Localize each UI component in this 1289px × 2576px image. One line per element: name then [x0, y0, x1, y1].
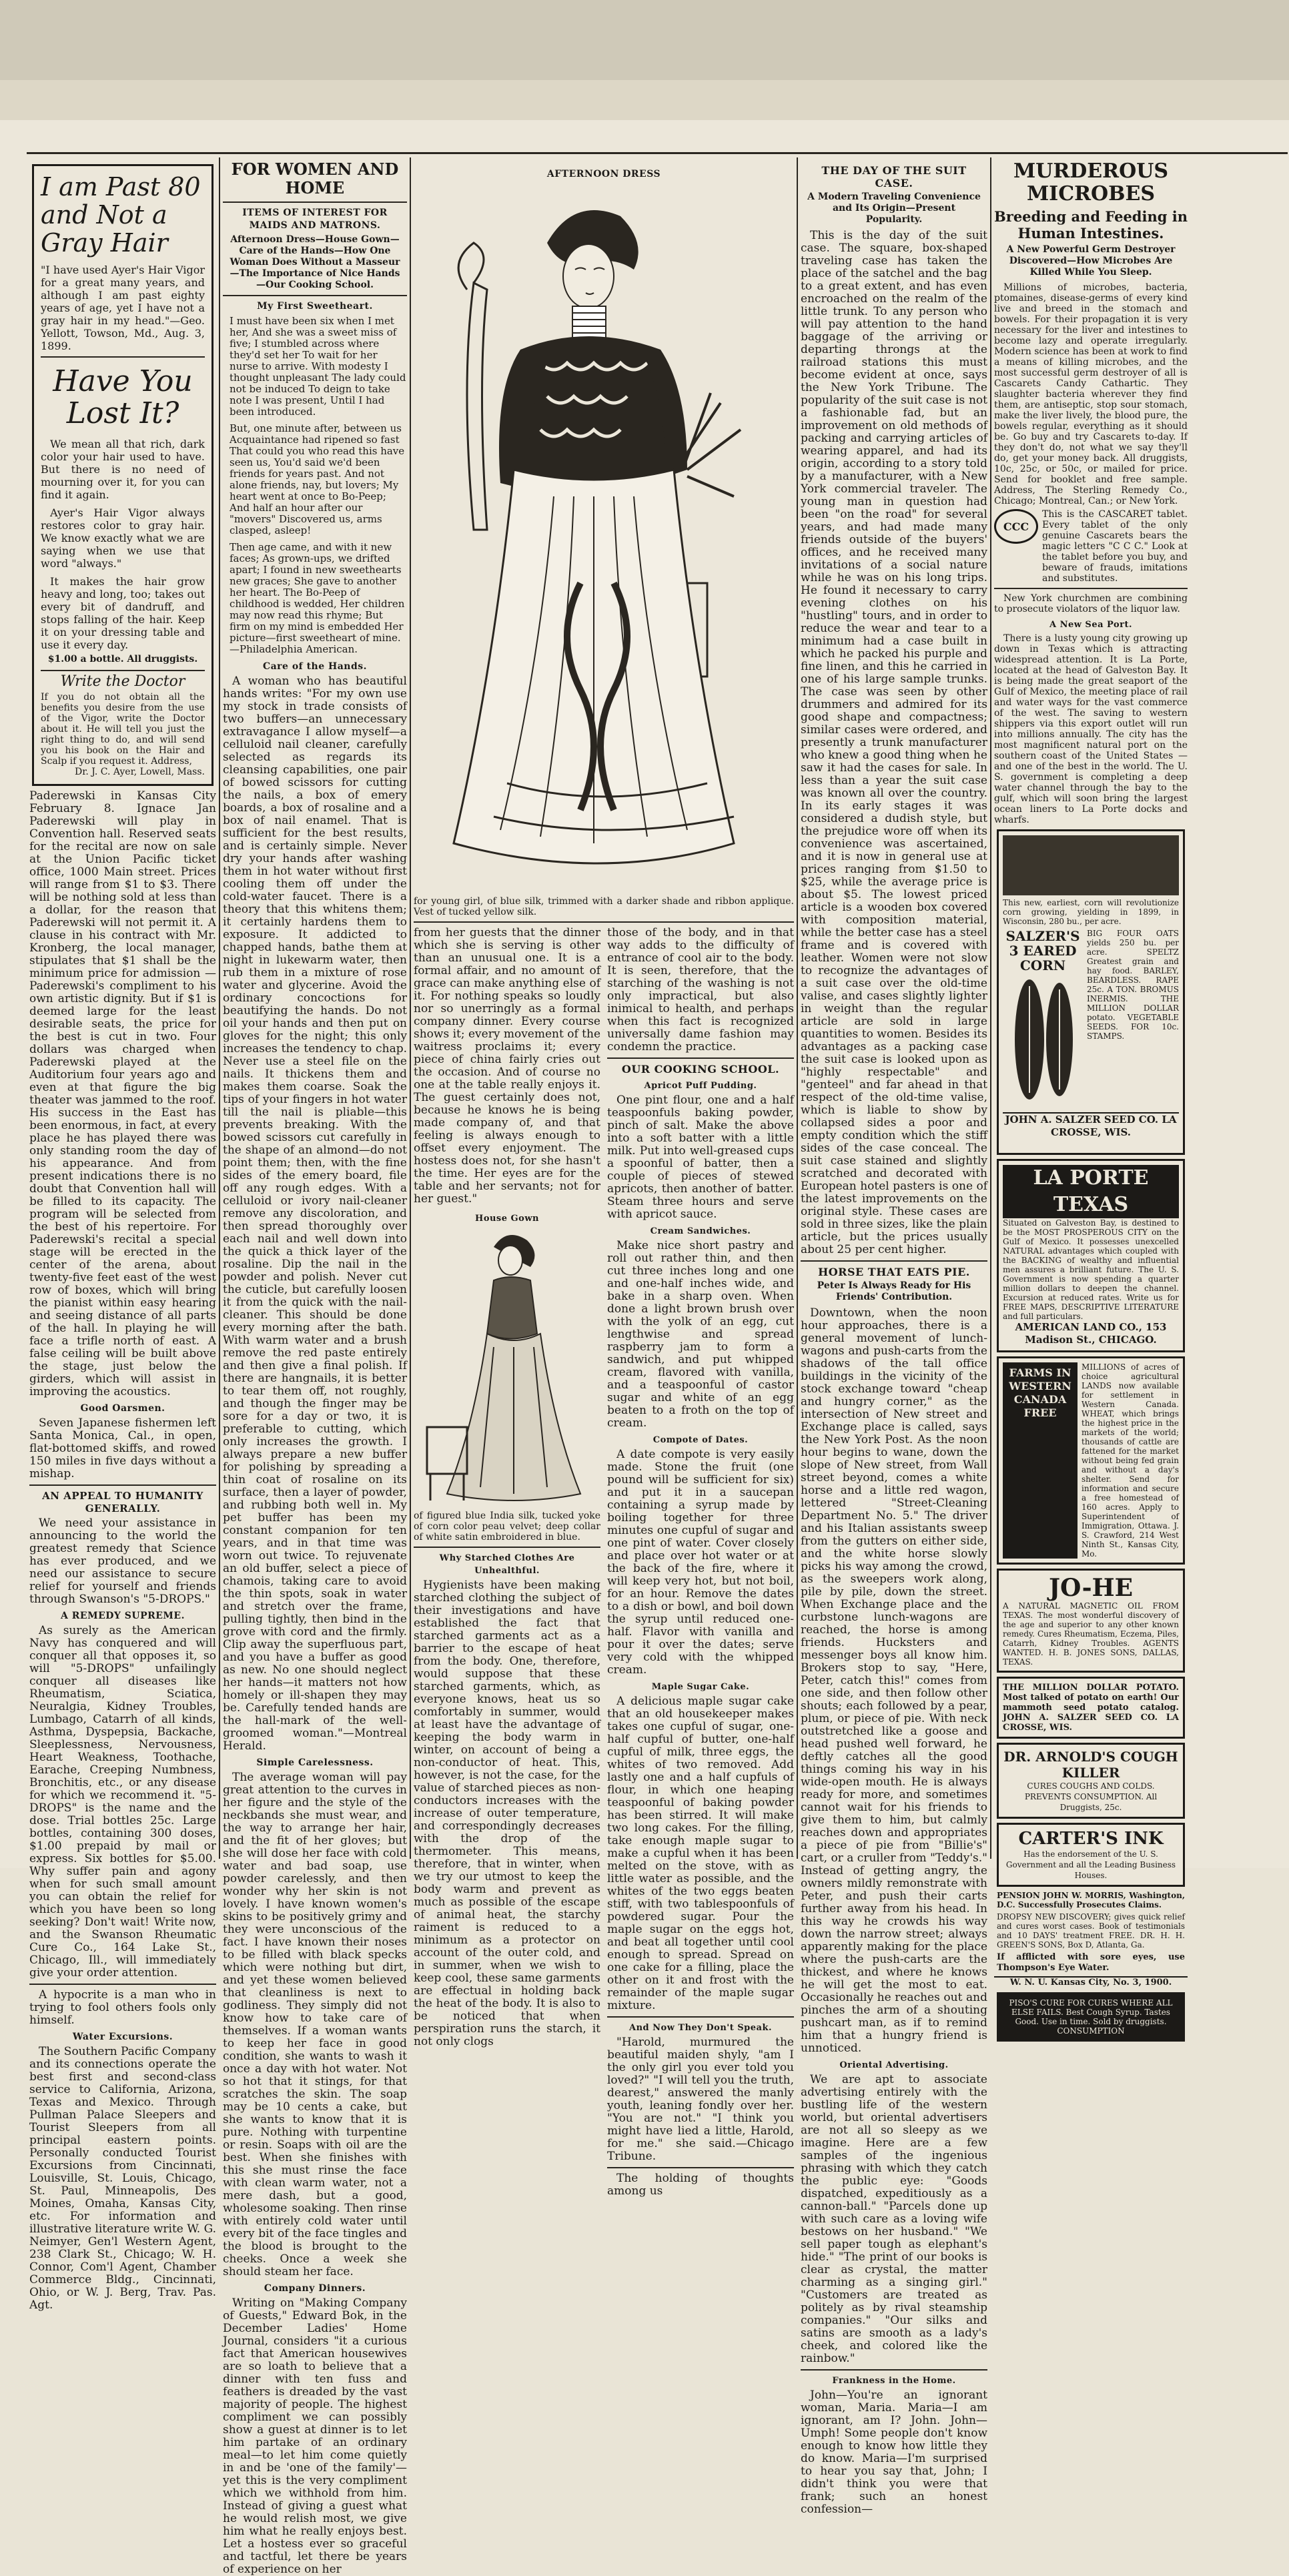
house-gown-caption: of figured blue India silk, tucked yoke of corn color peau velvet; deep collar of white satin embroidered in blue. [414, 1511, 600, 1543]
column-5 [994, 159, 1188, 2036]
salzer-corn-name: SALZER'S 3 EARED CORN [1005, 928, 1080, 973]
cream-title: Cream Sandwiches. [650, 1226, 751, 1236]
carters-sub: Has the endorsement of the U. S. Government and all the Leading Business Houses. [1005, 1849, 1176, 1880]
salzer-company: JOHN A. SALZER SEED CO. LA CROSSE, WIS. [1003, 1112, 1179, 1139]
afternoon-dress-illustration [414, 183, 794, 890]
seaport-title: A New Sea Port. [1049, 620, 1133, 630]
horse-text: Downtown, when the noon hour approaches, there is a general movement of lunch-wagons and push-carts from the shadows of the tall office buildings in the vicinity of the stock exchange toward "cheap and hungry corner," as the intersection of New street and Exchange place is called, says the New York Post. As the noon hour begins to wane, down the slope of New street, from Wall street beyond, comes a white horse and a little red wagon, lettered "Street-Cleaning Department No. 5." The driver and his Italian assistants sweep from the gutters on either side, and the white horse slowly picks his way among the crowd, as the sweepers work along, pile by pile, down the street. When Exchange place and the curbstone lunch-wagons are reached, the horse is among friends. Hucksters and messenger boys all know him. Brokers stop to say, "Here, Peter, catch this!" comes from one side, and then follow other shouts; each followed by a pear, plum, or piece of pie. With neck outstretched like a goose and head pushed well forward, he deftly catches all the good things coming his way in his wide-open mouth. He is always ready for more, and sometimes cannot wait for his friends to give them to him, but calmly reaches down and appropriates a piece of pie from "Billie's" cart, or a cruller from "Teddy's." Instead of getting angry, the owners mildly remonstrate with Peter, and push their carts further away from his head. In this way he crowds his way down the narrow street; always apparently making for the place where the push-carts are the thickest, and where he knows he will get the most to eat. Occasionally he reaches out and pinches the arm of a shouting pushcart man, as if to remind him that a hungry friend is unnoticed. [801, 1306, 987, 2055]
potato-ad: THE MILLION DOLLAR POTATO. Most talked of potato on earth! Our mammoth seed potato catalog. JOHN A. SALZER SEED CO. LA CROSSE, WIS. [997, 1677, 1185, 1739]
salzer-items: BIG FOUR OATS yields 250 bu. per acre. SPELTZ Greatest grain and hay food. BARLEY, BEARDLESS. RAPE 25c. A TON. BROMUS INERMIS. THE MILLION DOLLAR potato. VEGETABLE SEEDS. FOR 10c. STAMPS. [1087, 929, 1179, 1041]
women-home-title: FOR WOMEN AND HOME [231, 159, 399, 197]
women-home-deck: Afternoon Dress—House Gown—Care of the Hands—How One Woman Does Without a Masseur—The Importance of Nice Hands—Our Cooking School. [230, 234, 400, 290]
paderewski-article: Paderewski in Kansas City February 8. Ignace Jan Paderewski will play in Convention hall. Reserved seats for the recital are now on sale at the Union Pacific ticket office, 1000 Main street. Prices will range from $1 to $3. There will be nothing sold at less than a dollar, for the reason that Paderewski will not permit it. A clause in his contract with Mr. Kronberg, the local manager, stipulates that $1 shall be the minimum price for admission — Paderewski's compliment to his own artistic dignity. But if $1 is deemed large for the least desirable seats, the price for the best is cut in two. Four dollars was charged when Paderewski played at the Auditorium four years ago and even at that figure the big theater was jammed to the roof. His success in the East has been enormous, in fact, at every place he has played there was only standing room the day of his appearance. And from present indications there is no doubt that Convention hall will be filled to its capacity. The program will be selected from the best of his repertoire. For Paderewski's recital a special stage will be erected in the center of the arena, about twenty-five feet east of the west row of boxes, which will bring the pianist within easy hearing and seeing distance of all parts of the hall. In playing he will face a trifle north of east. A false ceiling will be built above the stage, just below the girders, which will assist in improving the acoustics. [29, 789, 216, 1398]
american-land: AMERICAN LAND CO., 153 Madison St., CHICAGO. [1015, 1321, 1167, 1346]
salzer-corn-ad [997, 829, 1185, 1155]
arnold-sub: CURES COUGHS AND COLDS. PREVENTS CONSUMPTION. All Druggists, 25c. [1024, 1781, 1158, 1812]
carters-ad [997, 1823, 1185, 1887]
bottom-text: The holding of thoughts among us [607, 2172, 794, 2198]
salzer-farm-engraving [1003, 835, 1179, 895]
column-rule-3 [797, 157, 798, 1859]
column-1 [29, 160, 216, 2312]
compote-text: A date compote is very easily made. Stone the fruit (one pound will be sufficient for six) and put it in a saucepan containing a syrup made by boiling together for three minutes one cupful of sugar and one pint of water. Cover closely and place over hot water or at the back of the fire, where it will keep very hot, but not boil, for an hour. Remove the dates to a dish or bowl, and boil down the syrup until reduced one-half. Flavor with vanilla and pour it over the dates; serve very cold with the whipped cream. [607, 1448, 794, 1677]
oriental-text: We are apt to associate advertising entirely with the bustling life of the western world, but oriental advertisers are not all so sleepy as we imagine. Here are a few samples of the ingenious phrasing with which they catch the public eye: "Goods dispatched, expeditiously as a cannon-ball." "Parcels done up with such care as a loving wife bestows on her husband." "We sell paper tough as elephant's hide." "The print of our books is clear as crystal, the matter charming as a singing girl." "Customers are treated as politely as by rival steamship companies." "Our silks and satins are smooth as a lady's cheek, and colored like the rainbow." [801, 2073, 987, 2365]
column-3b [607, 927, 794, 2199]
laporte-body: Situated on Galveston Bay, is destined to be the MOST PROSPEROUS CITY on the Gulf of Mexico. It possesses unexcelled NATURAL advantages which coupled with the BACKING of wealthy and influential men assures a brilliant future. The U. S. Government is now spending a quarter million dollars to deepen the channel. Excursion at reduced rates. Write us for FREE MAPS, DESCRIPTIVE LITERATURE and full particulars. [1003, 1218, 1179, 1321]
poem-stanza-1: I must have been six when I met her, And she was a sweet miss of five; I stumbled across where they'd set her To wait for her nurse to arrive. With modesty I thought unpleasant The lady could not be induced To deign to take note I was present, Until I had been introduced. [230, 315, 406, 418]
column-rule-1 [219, 157, 220, 1859]
maple-text: A delicious maple sugar cake that an old housekeeper makes takes one cupful of sugar, one-half cupful of butter, one-half cupful of milk, three eggs, the whites of two removed. Add lastly one and a half cupfuls of flour, in which one heaping teaspoonful of baking powder has been stirred. It will make two long cakes. For the filling, take enough maple sugar to make a cupful when it has been melted on the stove, with as little water as possible, and the whites of the two eggs beaten stiff, with two tablespoonfuls of powdered sugar. Pour the maple sugar on the eggs hot, and beat all together until cool enough to spread. Spread on one cake for a filling, place the other on it and frost with the remainder of the maple sugar mixture. [607, 1695, 794, 2012]
afternoon-dress-title: AFTERNOON DRESS [546, 169, 661, 179]
ayer-body-3: It makes the hair grow heavy and long, too; takes out every bit of dandruff, and stops falling of the hair. Keep it on your dressing table and use it every day. [41, 575, 205, 651]
starched-text: Hygienists have been making starched clothing the subject of their investigations and have established the fact that starched garments act as a barrier to the escape of heat from the body. One, therefore, would suppose that these starched garments, which, as everyone knows, heat us so comfortably in summer, would at least have the advantage of keeping the body warm in winter, on account of being a non-conductor of heat. This, however, is not the case, for the value of starched pieces as non-conductors increases with the increase of outer temperature, and correspondingly decreases with the drop of the thermometer. This means, therefore, that in winter, when we try our utmost to keep the body warm and prevent as much as possible of the escape of animal heat, the starchy raiment is reduced to a minimum as a protector on account of the outer cold, and in summer, when we wish to keep cool, these same garments are effectual in holding back the heat of the body. It is also to be noticed that when perspiration runs the starch, it not only clogs [414, 1579, 600, 2048]
cream-text: Make nice short pastry and roll out rather thin, and then cut three inches long and one and one-half inches wide, and bake in a sharp oven. When done a light brown brush over with the yolk of an egg, cut lengthwise and spread raspberry jam to form a sandwich, and put whipped cream, flavored with vanilla, and a teaspoonful of castor sugar and white of an egg beaten to a froth on the top of cream. [607, 1239, 794, 1430]
starched-title: Why Starched Clothes Are Unhealthful. [439, 1553, 575, 1576]
ccc-logo: CCC [994, 509, 1038, 544]
company-text: Writing on "Making Company of Guests," Edward Bok, in the December Ladies' Home Journal, considers "it a curious fact that American housewives are so loath to believe that a dinner with ten fuss and feathers is dreaded by the vast majority of people. The highest compliment we can possibly show a guest at dinner is to let him partake of an ordinary meal—to let him come quietly in and be 'one of the family'—yet this is the very compliment which we withhold from him. Instead of giving a guest what he would relish most, we give him what he really enjoys best. Let a hostess ever so graceful and tactful, let there be years of experience on her [223, 2296, 407, 2576]
horse-deck: Peter Is Always Ready for His Friends' Contribution. [817, 1280, 971, 1302]
column-3-subcolumns [414, 926, 794, 2198]
johe-body: A NATURAL MAGNETIC OIL FROM TEXAS. The most wonderful discovery of the age and superior to any other known remedy. Cures Rheumatism, Eczema, Piles, Catarrh, Kidney Troubles. AGENTS WANTED. H. B. JONES SONS, DALLAS, TEXAS. [1003, 1601, 1179, 1667]
water-title: Water Excursions. [72, 2032, 173, 2042]
remedy-title: A REMEDY SUPREME. [61, 1611, 185, 1621]
laporte-texas-title: LA PORTE TEXAS [1003, 1165, 1179, 1218]
arnold-ad [997, 1743, 1185, 1819]
corn-ear-illustration [1003, 973, 1083, 1106]
column-rule-4 [990, 157, 991, 1859]
piso-ad: PISO'S CURE FOR CURES WHERE ALL ELSE FAILS. Best Cough Syrup. Tastes Good. Use in time. Sold by druggists. CONSUMPTION [997, 1992, 1185, 2042]
starched-continued: those of the body, and in that way adds to the difficulty of entrance of cool air to the body. It is seen, therefore, that the starching of the washing is not only impractical, but also inimical to health, and perhaps when this fact is recognized universally dame fashion may condemn the practice. [607, 926, 794, 1053]
poem-stanza-2: But, one minute after, between us Acquaintance had ripened so fast That could you who read this have seen us, You'd said we'd been friends for years past. And not alone friends, nay, but lovers; My heart went at once to Bo-Peep; And half an hour after our "movers" Discovered us, arms clasped, asleep! [230, 422, 405, 536]
frank-title: Frankness in the Home. [832, 2376, 956, 2386]
hypocrite-text: A hypocrite is a man who in trying to fool others fools only himself. [29, 1988, 216, 2027]
ayer-hair-vigor-ad [32, 164, 213, 786]
column-4 [801, 160, 987, 2516]
torn-top-strip [0, 0, 1289, 80]
cascaret-block [994, 509, 1188, 584]
cascaret-text: This is the CASCARET tablet. Every tablet of the only genuine Cascarets bears the magic letters "C C C." Look at the tablet before you buy, and beware of frauds, imitations and substitutes. [1042, 509, 1188, 584]
ayer-testimonial: "I have used Ayer's Hair Vigor for a great many years, and although I am past eighty years of age, yet I have not a gray hair in my head."—Geo. Yellott, Towson, Md., Aug. 3, 1899. [41, 264, 205, 352]
speak-title: And Now They Don't Speak. [628, 2023, 772, 2033]
ayer-write-title: Write the Doctor [60, 673, 185, 690]
suit-case-title: THE DAY OF THE SUIT CASE. [821, 164, 967, 189]
faded-masthead-band [0, 80, 1289, 120]
poem [230, 316, 407, 655]
ayer-headline-2: Have You Lost It? [53, 364, 193, 430]
frank-text: John—You're an ignorant woman, Maria. Maria—I am ignorant, am I? John. John—Umph! Some people don't know enough to know how little they do know. Maria—I'm surprised to hear you say that, John; I didn't think you were that frank; such an honest confession— [801, 2389, 987, 2516]
puff-title: Apricot Puff Pudding. [644, 1081, 757, 1091]
women-home-subtitle: ITEMS OF INTEREST FOR MAIDS AND MATRONS. [242, 207, 388, 231]
johe-ad [997, 1569, 1185, 1673]
column-3 [414, 160, 794, 2198]
churchmen-text: New York churchmen are combining to prosecute violators of the liquor law. [994, 593, 1188, 614]
poem-title: My First Sweetheart. [257, 301, 373, 312]
microbes-subtitle: Breeding and Feeding in Human Intestines. [994, 208, 1188, 242]
hands-title: Care of the Hands. [262, 661, 368, 672]
dinners-continued: from her guests that the dinner which she is serving is other than an unusual one. It is a formal affair, and no amount of grace can make anything else of it. For nothing speaks so loudly nor so unerringly as a formal company dinner. Every course shows it; every movement of the waitress proclaims it; every piece of china fairly cries out the occasion. And of course no one at the table really enjoys it. The guest certainly does not, because he knows he is being made company of, and that feeling is always enough to offset every enjoyment. The hostess does not, for she hasn't the time. Her eyes are for the table and her servants; not for her guest." [414, 926, 601, 1206]
remedy-text: As surely as the American Navy has conquered and will conquer all that opposes it, so will "5-DROPS" unfailingly conquer all diseases like Rheumatism, Sciatica, Neuralgia, Kidney Troubles, Lumbago, Catarrh of all kinds, Asthma, Dyspepsia, Backache, Sleeplessness, Nervousness, Heart Weakness, Toothache, Earache, Creeping Numbness, Bronchitis, etc., or any disease for which we recommend it. "5-DROPS" is the name and the dose. Trial bottles 25c. Large bottles, containing 300 doses, $1.00 prepaid by mail or express. Six bottles for $5.00. Why suffer pain and agony when for such small amount you can obtain the relief for which you have been so long seeking? Don't wait! Write now, and the Swanson Rheumatic Cure Co., 164 Lake St., Chicago, Ill., will immediately give your order attention. [29, 1624, 216, 1980]
maple-title: Maple Sugar Cake. [651, 1682, 750, 1692]
microbes-text: Millions of microbes, bacteria, ptomaines, disease-germs of every kind live and breed in the stomach and bowels. For their propagation it is very necessary for the liver and intestines to become lazy and operate irregularly. Modern science has been at work to find a means of killing microbes, and the most successful germ destroyer of all is Cascarets Candy Cathartic. They slaughter bacteria wherever they find them, are antiseptic, stop sour stomach, make the liver lively, the blood pure, the bowels regular, everything as it should be. Go buy and try Cascarets to-day. If they don't do, not what we say they'll do, get your money back. All druggists, 10c, 25c, or 50c, or mailed for price. Send for booklet and free sample. Address, The Sterling Remedy Co., Chicago; Montreal, Can.; or New York. [994, 282, 1188, 506]
ayer-write-body: If you do not obtain all the benefits you desire from the use of the Vigor, write the Doctor about it. He will tell you just the right thing to do, and will send you his book on the Hair and Scalp if you request it. Address, [41, 692, 205, 767]
pension-ad: PENSION JOHN W. MORRIS, Washington, D.C. Successfully Prosecutes Claims. [997, 1891, 1185, 1909]
seaport-text: There is a lusty young city growing up down in Texas which is attracting widespread attention. It is La Porte, located at the head of Galveston Bay. It is being made the great seaport of the Gulf of Mexico, the meeting place of rail and water ways for the vast commerce of the west. The saving to western shippers via this export outlet will run into millions annually. The city has the most magnificent natural port on the southern coast of the United States — and one of the best in the world. The U. S. government is completing a deep water channel through the bay to the gulf, which will soon bring the largest ocean liners to La Porte docks and wharfs. [994, 633, 1188, 825]
puff-text: One pint flour, one and a half teaspoonfuls baking powder, pinch of salt. Make the above into a soft batter with a little milk. Put into well-greased cups a spoonful of batter, then a couple of pieces of stewed apricots, then another of batter. Steam three hours and serve with apricot sauce. [607, 1094, 794, 1221]
oriental-title: Oriental Advertising. [839, 2060, 949, 2070]
suit-case-text: This is the day of the suit case. The square, box-shaped traveling case has taken the place of the satchel and the bag to a great extent, and has even encroached on the realm of the little trunk. To any person who will pay attention to the hand baggage of the arriving or departing throngs at the railroad stations this must become evident at once, says the New York Tribune. The popularity of the suit case is not a fashionable fad, but an improvement on old methods of packing and carrying articles of wearing apparel, and had its origin, according to a story told by a manufacturer, with a New York commercial traveler. The young man in question had been "on the road" for several years, and had made many friends outside of the buyers' offices, and he received many invitations of a social nature while he was on his long trips. He found it necessary to carry evening clothes on his "hustling" tours, and in order to reduce the wear and tear to a minimum had a case built in which he packed his purple and fine linen, and this he carried in one of his large sample trunks. The case was seen by other drummers and admired for its good shape and compactness; similar cases were ordered, and presently a trunk manufacturer who knew a good thing when he saw it had the cases for sale. In less than a year the suit case was known all over the country. In its early stages it was considered a dudish style, but the prejudice wore off when its convenience was ascertained, and it is now in general use at prices ranging from $1.50 to $25, while the average price is about $5. The lowest priced article is a wooden box covered with composition material, while the better case has a steel frame and is covered with leather. Women were not slow to recognize the advantages of a suit case over the old-time valise, and cases slightly lighter in weight than the regular article are sold in large quantities to women. Besides its advantages as a packing case the suit case is looked upon as "highly respectable" and "genteel" and far ahead in that respect of the old-time valise, which is liable to show by collapsed sides a poor and empty condition which the stiff sides of the case conceal. The suit case stained and slightly scratched and decorated with European hotel pasters is one of the latest improvements on the original style. These cases are sold in three sizes, like the plain article, but the prices usually about 25 per cent higher. [801, 229, 987, 1256]
dropsy-ad: DROPSY NEW DISCOVERY; gives quick relief and cures worst cases. Book of testimonials and 10 DAYS' treatment FREE. DR. H. H. GREEN'S SONS, Box D, Atlanta, Ga. [997, 1912, 1185, 1950]
wnu-line: W. N. U. Kansas City, No. 3, 1900. [994, 1976, 1188, 1988]
good-oarsmen-title: Good Oarsmen. [80, 1403, 165, 1414]
microbes-title: MURDEROUS MICROBES [1013, 159, 1169, 205]
ayer-address: Dr. J. C. Ayer, Lowell, Mass. [75, 767, 205, 777]
thompson-ad: If afflicted with sore eyes, use Thompson's Eye Water. [997, 1952, 1185, 1973]
column-2 [223, 159, 407, 2576]
compote-title: Compote of Dates. [653, 1435, 749, 1445]
suit-case-deck: A Modern Traveling Convenience and Its Origin—Present Popularity. [807, 191, 981, 225]
water-text: The Southern Pacific Company and its connections operate the best first and second-class service to California, Arizona, Texas and Mexico. Through Pullman Palace Sleepers and Tourist Sleepers from all principal eastern points. Personally conducted Tourist Excursions from Cincinnati, Louisville, St. Louis, Chicago, St. Paul, Minneapolis, Des Moines, Omaha, Kansas City, etc. For information and illustrative literature write W. G. Neimyer, Gen'l Western Agent, 238 Clark St., Chicago; W. H. Connor, Com'l Agent, Chamber Commerce Bldg., Cincinnati, Ohio, or W. J. Berg, Trav. Pas. Agt. [29, 2045, 216, 2312]
company-title: Company Dinners. [264, 2283, 366, 2294]
canada-farms-ad [997, 1356, 1185, 1565]
column-3a [414, 927, 600, 2050]
column-rule-2 [410, 157, 411, 1859]
laporte-texas-ad [997, 1159, 1185, 1352]
speak-text: "Harold, murmured the beautiful maiden shyly, "am I the only girl you ever told you loved?" "I will tell you the truth, dearest," answered the manly youth, leaning fondly over her. "You are not." "I think you might have lied a little, Harold, for me." she said.—Chicago Tribune. [607, 2036, 794, 2163]
masthead-rule [27, 152, 1288, 154]
cooking-title: OUR COOKING SCHOOL. [621, 1063, 780, 1076]
ayer-body-1: We mean all that rich, dark color your hair used to have. But there is no need of mourning over it, for you can find it again. [41, 438, 205, 501]
arnold-title: DR. ARNOLD'S COUGH KILLER [1003, 1749, 1178, 1781]
hands-text: A woman who has beautiful hands writes: "For my own use my stock in trade consists of two buffers—an unnecessary extravagance I allow myself—a celluloid nail cleaner, carefully selected as regards its cleansing capabilities, one pair of bowed scissors for cutting the nails, a box of emery boards, a box of rosaline and a box of nail enamel. That is sufficient for the best results, and is certainly simple. Never dry your hands after washing them in hot water without first cooling them off under the cold-water faucet. There is a theory that this whitens them; it certainly hardens them to exposure. It addicted to chapped hands, bathe them at night in lukewarm water, then rub them in a mixture of rose water and glycerine. Avoid the ordinary concoctions for beautifying the hands. Do not oil your hands and then put on gloves for the night; this only increases the tendency to chap. Never use a steel file on the nails. It thickens them and makes them coarse. Soak the tips of your fingers in hot water till the nail is pliable—this prevents breaking. With the bowed scissors cut carefully in the shape of an almond—do not point them; then, with the fine sides of the emery board, file off any rough edges. With a celluloid or ivory nail-cleaner remove any discoloration, and then spread thoroughly over each nail and well down into the quick a thick layer of the rosaline. Dip the nail in the powder and polish. Never cut the cuticle, but carefully loosen it from the quick with the nail-cleaner. This should be done every morning after the bath. With warm water and a brush remove the red paste entirely and then give a final polish. If there are hangnails, it is better to tear them off, not roughly, and though the finger may be sore for a day or two, it is preferable to cutting, which only increases the growth. I always prepare a new buffer for polishing by spreading a thin coat of rosaline on its surface, then a layer of powder, and rubbing both well in. My pet buffer has been my constant companion for ten years, and in that time was worn out twice. To rejuvenate an old buffer, select a piece of chamois, taking care to avoid the thin spots, soak in water and stretch over the frame, pulling tightly, then bind in the grove with cord and the firmly. Clip away the superfluous part, and you have a buffer as good as new. No one should neglect her hands—it matters not how homely or ill-shapen they may be. Carefully tended hands are the hall-mark of the well-groomed woman."—Montreal Herald. [223, 675, 407, 1753]
appeal-title: AN APPEAL TO HUMANITY GENERALLY. [42, 1490, 203, 1515]
afternoon-dress-caption: for young girl, of blue silk, trimmed with a darker shade and ribbon applique. Vest of tucked yellow silk. [414, 896, 794, 917]
microbes-deck: A New Powerful Germ Destroyer Discovered—How Microbes Are Killed While You Sleep. [1006, 244, 1176, 278]
ayer-price: $1.00 a bottle. All druggists. [47, 654, 198, 665]
poem-stanza-3: Then age came, and with it new faces; As grown-ups, we drifted apart; I found in new sweethearts new graces; She gave to another her heart. The Bo-Peep of childhood is wedded, Her children may now read this rhyme; But firm on my mind is embedded Her picture—first sweetheart of mine. —Philadelphia American. [230, 541, 405, 655]
carters-title: CARTER'S INK [1018, 1829, 1164, 1849]
house-gown-illustration [414, 1227, 600, 1507]
simple-text: The average woman will pay great attention to the curves in her figure and the style of the neckbands she must wear, and the way to arrange her hair, and the fit of her gloves; but she will dose her face with cold water and bad soap, use powder carelessly, and then wonder why her skin is not lovely. I have known women's skins to be positively grimy and they were unconscious of the fact. I have known their noses to be filled with black specks which were nothing but dirt, and yet these women believed that cleanliness is next to godliness. They simply did not know how to take care of themselves. If a woman wants to keep her face in good condition, she wants to wash it once a day with hot water. Not so hot that it stings, for that scratches the skin. The soap may be 10 cents a cake, but she wants to know that it is pure. Nothing with turpentine or resin. Soaps with oil are the best. When she finishes with this she must rinse the face with clean warm water, not a mere dash, but a good, wholesome soaking. Then rinse with entirely cold water until every bit of the face tingles and the blood is brought to the cheeks. Once a week she should steam her face. [223, 1771, 407, 2278]
ayer-headline: I am Past 80 and Not a Gray Hair [41, 172, 201, 258]
good-oarsmen-text: Seven Japanese fishermen left Santa Monica, Cal., in open, flat-bottomed skiffs, and rowed 150 miles in five days without a mishap. [29, 1416, 216, 1480]
simple-title: Simple Carelessness. [256, 1757, 374, 1768]
house-gown-title: House Gown [475, 1214, 539, 1224]
farms-title: FARMS IN WESTERN CANADA FREE [1003, 1362, 1078, 1559]
salzer-header: This new, earliest, corn will revolutionize corn growing, yielding in 1899, in Wisconsin, 280 bu., per acre. [1003, 898, 1179, 926]
horse-title: HORSE THAT EATS PIE. [818, 1266, 970, 1278]
millions-text: MILLIONS of acres of choice agricultural LANDS now available for settlement in Western Canada. WHEAT, which brings the highest price in the markets of the world; thousands of cattle are fattened for the market without being fed grain and without a day's shelter. Send for information and secure a free homestead of 160 acres. Apply to Superintendent of Immigration, Ottawa. J. S. Crawford, 214 West Ninth St., Kansas City, Mo. [1082, 1362, 1179, 1559]
ayer-body-2: Ayer's Hair Vigor always restores color to gray hair. We know exactly what we are saying when we use that word "always." [41, 506, 205, 570]
johe-title: JO-HE [1048, 1574, 1134, 1602]
appeal-text: We need your assistance in announcing to the world the greatest remedy that Science has ever produced, and we need our assistance to secure relief for yourself and friends through Swanson's "5-DROPS." [29, 1517, 216, 1606]
